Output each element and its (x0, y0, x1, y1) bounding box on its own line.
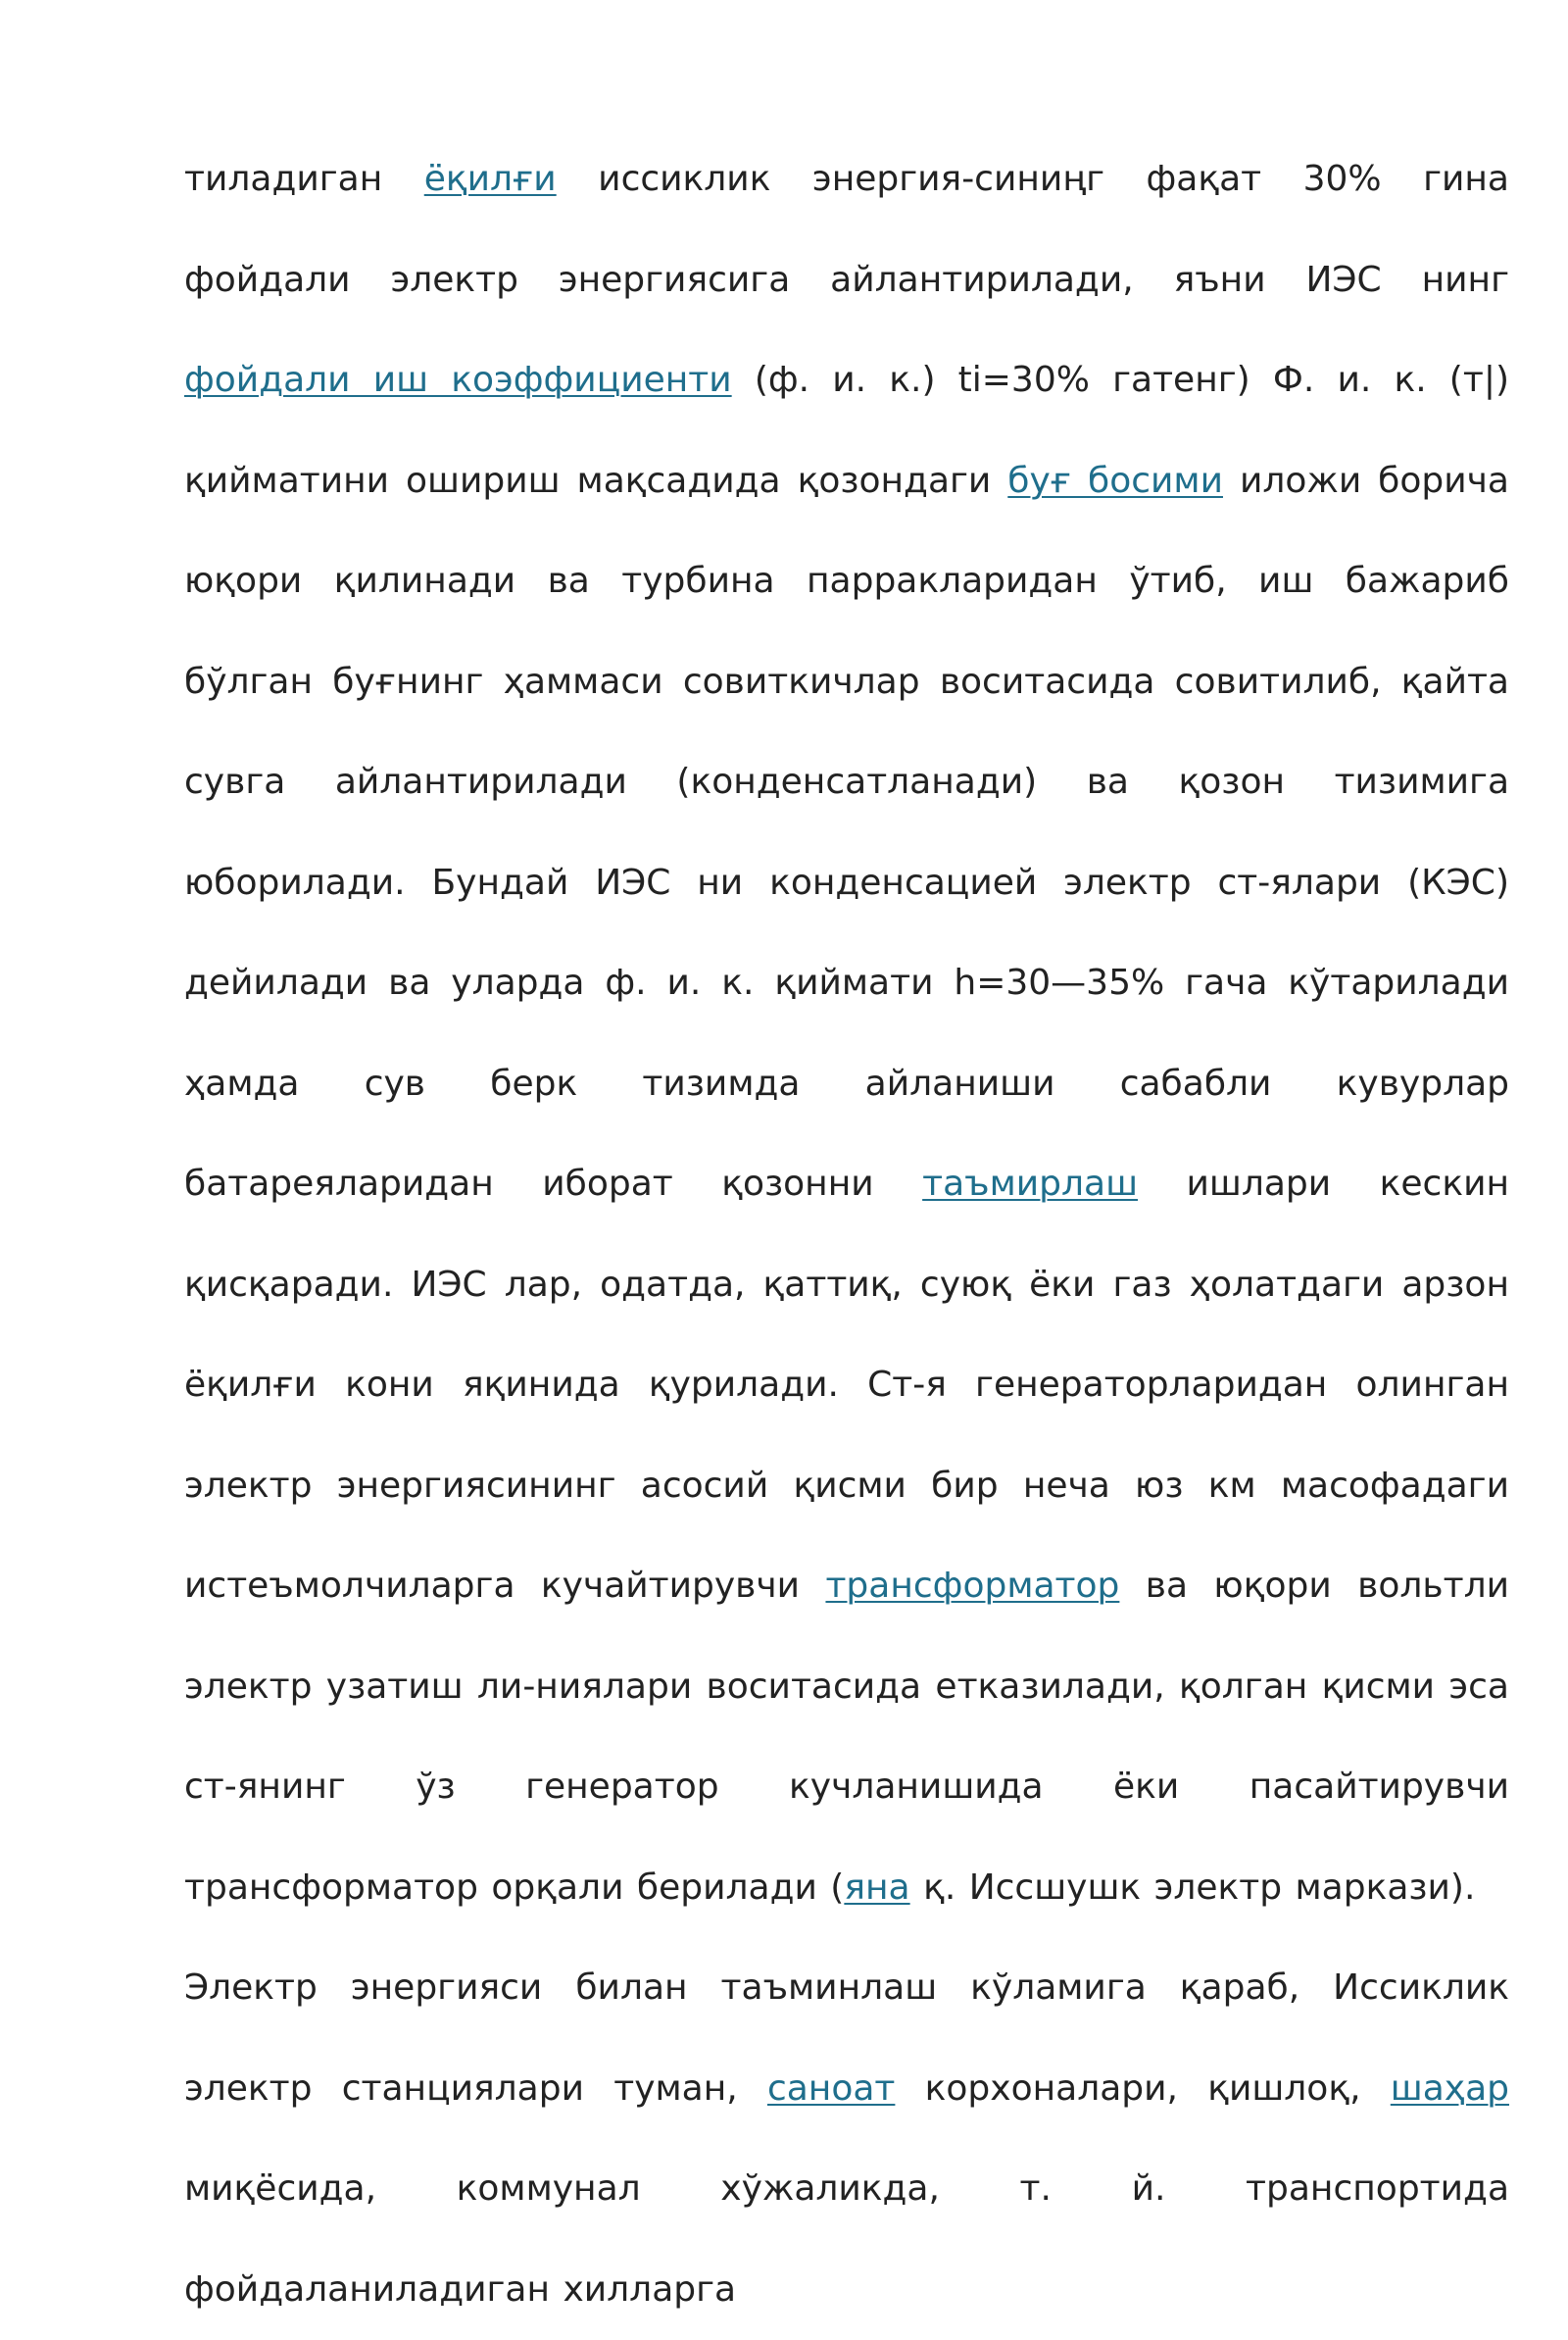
link-repair[interactable]: таъмирлаш (922, 1164, 1139, 1204)
text-run: ишлари кескин қисқаради. ИЭС лар, одатда, қаттиқ, суюқ ёки газ ҳолатдаги арзон ёқилғи кони яқинида қурилади. Ст-я генераторларидан олинган электр энергиясининг асосий қисми бир неча юз км масофадаги истеъмолчиларга кучайтирувчи (184, 1164, 1510, 1606)
link-efficiency-coefficient[interactable]: фойдали иш коэффициенти (184, 360, 732, 400)
paragraph (184, 1938, 1509, 2340)
link-city[interactable]: шаҳар (1390, 2067, 1509, 2109)
paragraph (184, 129, 1509, 1938)
link-industry[interactable]: саноат (766, 2067, 896, 2109)
link-steam-pressure[interactable]: буғ босими (1007, 460, 1223, 501)
text-run: иложи борича юқори қилинади ва турбина парракларидан ўтиб, иш бажариб бўлган буғнинг ҳаммаси совиткичлар воситасида совитилиб, қайта сувга айлантирилади (конденсатланади) ва қозон тизимига юборилади. Бундай ИЭС ни конденсацией электр ст-ялари (КЭС) дейилади ва уларда ф. и. к. қиймати h=30—35% гача кўтарилади ҳамда сув берк тизимда айланиши сабабли кувурлар батареяларидан иборат қозонни (184, 460, 1509, 1204)
text-run: миқёсида, коммунал хўжаликда, т. й. транспортида фойдаланиладиган хилларга (184, 2168, 1509, 2310)
text-run: корхоналари, қишлоқ, (895, 2067, 1391, 2109)
text-run: Электр энергияси билан таъминлаш кўламига қараб, Иссиклик электр станциялари туман, (184, 1967, 1509, 2109)
text-run: тиладиган (184, 159, 424, 199)
document-page (184, 129, 1509, 2340)
text-run: ва юқори вольтли электр узатиш ли-ниялари воситасида етказилади, қолган қисми эса ст-янинг ўз генератор кучланишида ёки пасайтирувчи трансформатор орқали берилади ( (184, 1566, 1509, 1908)
text-run: қ. Иссшушк электр маркази). (909, 1867, 1476, 1908)
link-transformer[interactable]: трансформатор (825, 1566, 1120, 1606)
link-see-also[interactable]: яна (844, 1867, 910, 1908)
text-run: (ф. и. к.) ti=30% гатенг) Ф. и. к. (т|) қийматини ошириш мақсадида қозондаги (184, 360, 1509, 501)
text-run: иссиклик энергия-синиңг фақат 30% гина фойдали электр энергиясига айлантирилади, яъни ИЭС нинг (184, 159, 1509, 300)
link-fuel[interactable]: ёқилғи (423, 159, 557, 199)
